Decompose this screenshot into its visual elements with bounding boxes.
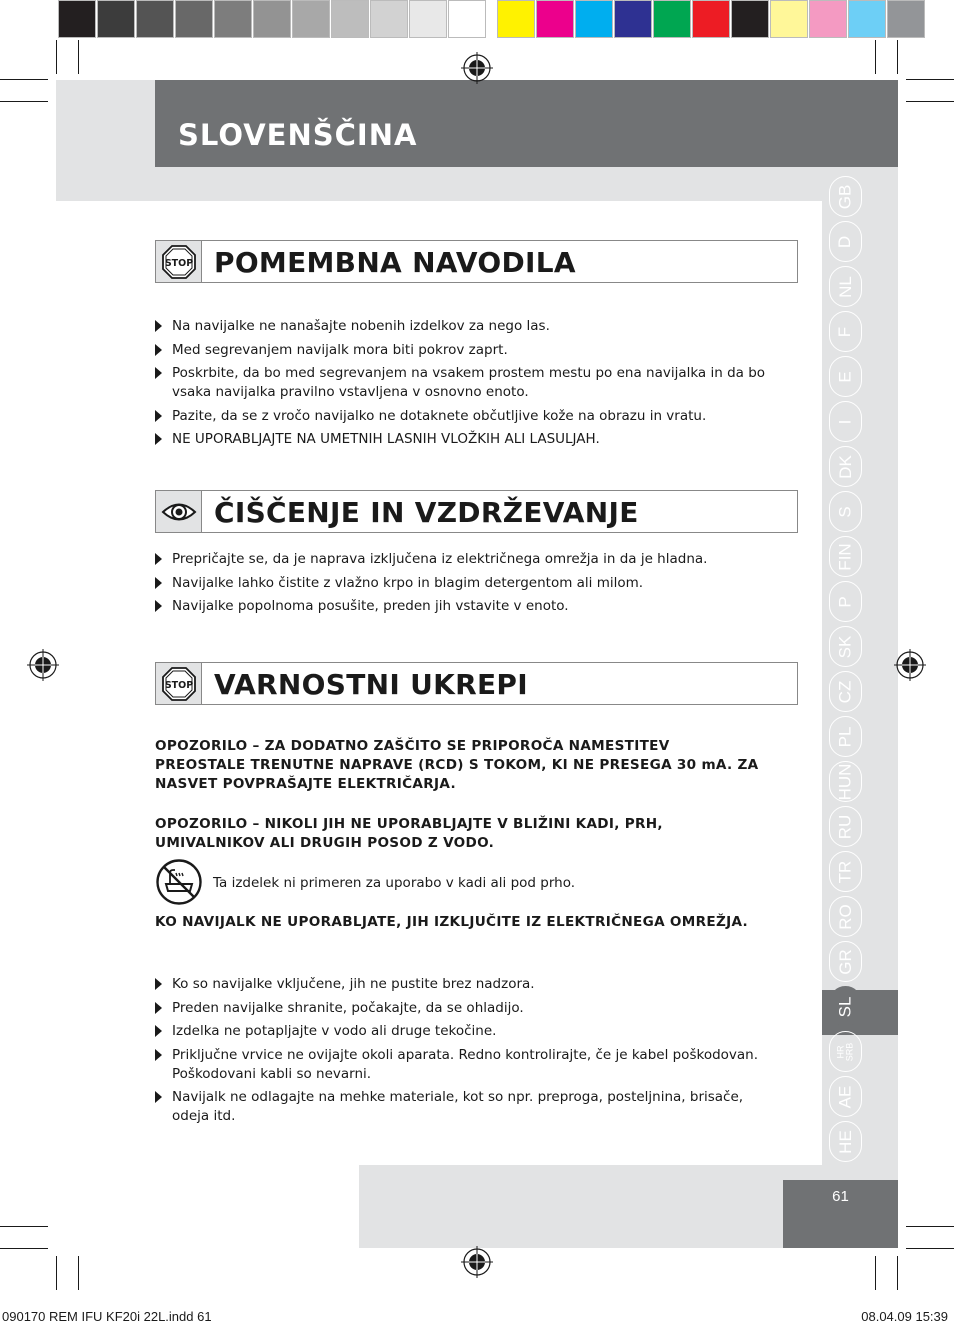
crop-mark [897,40,898,74]
language-tab-f[interactable] [829,311,862,352]
language-tab-label: TR [835,860,855,883]
color-swatch [58,0,96,38]
color-swatch [409,0,447,38]
list-item: Poskrbite, da bo med segrevanjem na vsakem prostem mestu po ena navijalka in da bo vsaka navijalka pravilno vstavljena v osnovno enoto. [155,364,775,402]
section-title: POMEMBNA NAVODILA [214,246,576,279]
crop-mark [0,1248,48,1249]
language-tab-label: E [835,370,855,383]
list-item: Na navijalke ne nanašajte nobenih izdelkov za nego las. [155,317,775,336]
language-tab-label: HUN [835,763,855,800]
color-swatch [253,0,291,38]
svg-text:STOP: STOP [164,679,193,691]
language-tab-label: HE [835,1129,855,1154]
list-item: Izdelka ne potapljajte v vodo ali druge tekočine. [155,1022,775,1041]
language-tab-label: SL [835,996,855,1017]
warning-unplug: KO NAVIJALK NE UPORABLJATE, JIH IZKLJUČITE IZ ELEKTRIČNEGA OMREŽJA. [155,914,749,930]
language-tab-he[interactable] [829,1121,862,1162]
language-tab-label: CZ [835,680,855,703]
language-tab-ro[interactable] [829,896,862,937]
registration-mark-left [27,649,59,686]
language-tab-pl[interactable] [829,716,862,757]
color-swatch [97,0,135,38]
crop-mark [906,79,954,80]
language-tab-sl[interactable] [829,986,862,1027]
language-tab-label: AE [835,1085,855,1108]
language-tab-label: HR SRB [835,1042,855,1061]
color-swatch [575,0,613,38]
footer-filename: 090170 REM IFU KF20i 22L.indd 61 [2,1309,212,1324]
color-swatch [731,0,769,38]
language-tab-label: D [835,235,855,248]
page-title: SLOVENŠČINA [178,118,418,152]
language-tab-d[interactable] [829,221,862,262]
language-tab-label: RO [835,903,855,930]
language-tab-label: RU [835,814,855,839]
language-tab-label: P [835,595,855,608]
language-tab-label: S [835,505,855,518]
footer-datetime: 08.04.09 15:39 [861,1309,948,1324]
language-tab-gr[interactable] [829,941,862,982]
color-swatch [887,0,925,38]
language-tab-i[interactable] [829,401,862,442]
language-tab-hun[interactable] [829,761,862,802]
language-tab-label: F [835,326,855,337]
swatch-gap [487,0,497,38]
language-tab-ae[interactable] [829,1076,862,1117]
cleaning-list [155,550,775,621]
language-tab-ru[interactable] [829,806,862,847]
color-swatch [214,0,252,38]
warning-water: OPOZORILO – NIKOLI JIH NE UPORABLJAJTE V BLIŽINI KADI, PRH, UMIVALNIKOV ALI DRUGIH POSOD Z VODO. [155,816,663,851]
color-swatch [770,0,808,38]
language-tab-fin[interactable] [829,536,862,577]
list-item: Priključne vrvice ne ovijajte okoli aparata. Redno kontrolirajte, če je kabel poškodovan. Poškodovani kabli so nevarni. [155,1046,775,1084]
color-calibration-bar [58,0,926,38]
stop-icon [156,241,202,282]
color-swatch [136,0,174,38]
crop-mark [0,79,48,80]
language-tab-e[interactable] [829,356,862,397]
crop-mark [897,1256,898,1290]
language-tab-tr[interactable] [829,851,862,892]
stop-icon [156,663,202,704]
list-item: Prepričajte se, da je naprava izključena iz električnega omrežja in da je hladna. [155,550,775,569]
language-tab-hr-srb[interactable] [829,1031,862,1072]
eye-icon [156,491,202,532]
color-swatch [536,0,574,38]
section-title: VARNOSTNI UKREPI [214,668,528,701]
crop-mark [0,101,48,102]
list-item: Preden navijalke shranite, počakajte, da se ohladijo. [155,999,775,1018]
color-swatch [497,0,535,38]
color-swatch [448,0,486,38]
safety-list [155,975,775,1131]
svg-text:STOP: STOP [164,257,193,269]
language-tab-p[interactable] [829,581,862,622]
color-swatch [653,0,691,38]
list-item: Med segrevanjem navijalk mora biti pokrov zaprt. [155,341,775,360]
section-title: ČIŠČENJE IN VZDRŽEVANJE [214,496,639,529]
page-number: 61 [832,1188,849,1205]
crop-mark [0,1226,48,1227]
color-swatch [175,0,213,38]
section-header-cleaning [155,490,798,533]
crop-mark [56,40,57,74]
crop-mark [906,1248,954,1249]
crop-mark [875,40,876,74]
registration-mark-bottom [461,1246,493,1283]
list-item: Navijalke lahko čistite z vlažno krpo in blagim detergentom ali milom. [155,574,775,593]
language-tab-label: FIN [835,542,855,571]
bath-note: Ta izdelek ni primeren za uporabo v kadi ali pod prho. [213,875,576,891]
color-swatch [292,0,330,38]
section-header-safety [155,662,798,705]
language-tab-gb[interactable] [829,176,862,217]
registration-mark-right [894,649,926,686]
list-item: Pazite, da se z vročo navijalko ne dotaknete občutljive kože na obrazu in vratu. [155,407,775,426]
crop-mark [78,1256,79,1290]
section-header-important [155,240,798,283]
language-tab-label: PL [835,726,855,747]
language-tab-label: SK [835,635,855,658]
language-tab-s[interactable] [829,491,862,532]
language-tab-cz[interactable] [829,671,862,712]
color-swatch [614,0,652,38]
language-tab-nl[interactable] [829,266,862,307]
important-list [155,317,775,454]
color-swatch [331,0,369,38]
language-tab-label: DK [835,454,855,479]
language-tab-label: GB [835,184,855,209]
crop-mark [78,40,79,74]
crop-mark [906,1226,954,1227]
language-tab-dk[interactable] [829,446,862,487]
no-bath-icon [155,858,203,911]
crop-mark [906,101,954,102]
list-item: Ko so navijalke vključene, jih ne pustite brez nadzora. [155,975,775,994]
warning-rcd: OPOZORILO – ZA DODATNO ZAŠČITO SE PRIPOROČA NAMESTITEV PREOSTALE TRENUTNE NAPRAVE (RCD) S TOKOM, KI NE PRESEGA 30 mA. ZA NASVET POVPRAŠAJTE ELEKTRIČARJA. [155,738,759,792]
language-tab-label: NL [835,275,855,298]
color-swatch [809,0,847,38]
color-swatch [848,0,886,38]
crop-mark [875,1256,876,1290]
color-swatch [692,0,730,38]
registration-mark-top [461,52,493,89]
language-tab-label: GR [835,948,855,975]
language-tab-sk[interactable] [829,626,862,667]
language-tab-label: I [835,419,855,424]
list-item: Navijalke popolnoma posušite, preden jih vstavite v enoto. [155,597,775,616]
color-swatch [370,0,408,38]
crop-mark [56,1256,57,1290]
list-item: Navijalk ne odlagajte na mehke materiale, kot so npr. preproga, posteljnina, brisače, odeja itd. [155,1088,775,1126]
list-item: NE UPORABLJAJTE NA UMETNIH LASNIH VLOŽKIH ALI LASULJAH. [155,430,775,449]
